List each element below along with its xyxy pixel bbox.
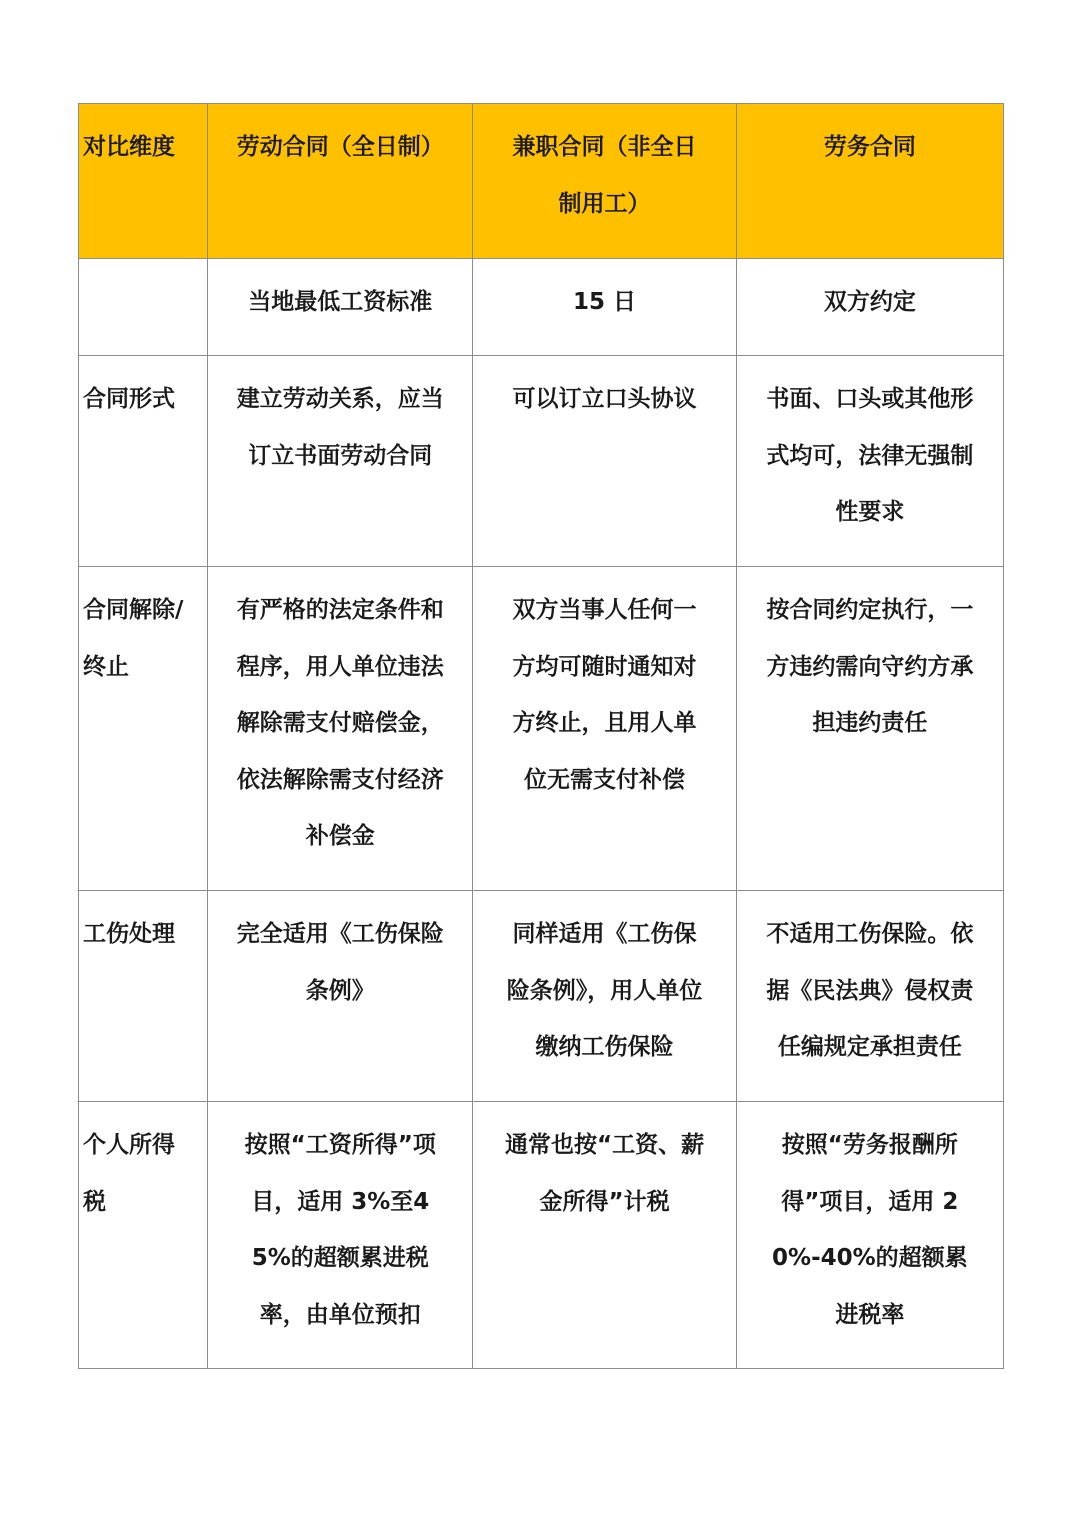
row-dimension [79, 259, 208, 356]
row-service: 双方约定 [736, 259, 1003, 356]
row-labor: 按照“工资所得”项目，适用 3%至45%的超额累进税率，由单位预扣 [208, 1102, 473, 1369]
row-labor: 有严格的法定条件和程序，用人单位违法解除需支付赔偿金，依法解除需支付经济补偿金 [208, 567, 473, 891]
row-service: 书面、口头或其他形式均可，法律无强制性要求 [736, 356, 1003, 567]
comparison-table [78, 103, 1004, 1369]
row-service: 不适用工伤保险。依据《民法典》侵权责任编规定承担责任 [736, 891, 1003, 1102]
header-labor-contract: 劳动合同（全日制） [208, 104, 473, 259]
row-labor: 完全适用《工伤保险条例》 [208, 891, 473, 1102]
table-row [79, 1102, 1004, 1369]
table-header [79, 104, 1004, 259]
row-dimension: 合同解除/终止 [79, 567, 208, 891]
row-labor: 当地最低工资标准 [208, 259, 473, 356]
row-parttime: 通常也按“工资、薪金所得”计税 [473, 1102, 736, 1369]
table-row [79, 356, 1004, 567]
header-parttime-contract: 兼职合同（非全日制用工） [473, 104, 736, 259]
row-parttime: 同样适用《工伤保险条例》，用人单位缴纳工伤保险 [473, 891, 736, 1102]
row-service: 按照“劳务报酬所得”项目，适用 20%-40%的超额累进税率 [736, 1102, 1003, 1369]
row-dimension: 工伤处理 [79, 891, 208, 1102]
row-dimension: 个人所得税 [79, 1102, 208, 1369]
row-service: 按合同约定执行，一方违约需向守约方承担违约责任 [736, 567, 1003, 891]
row-labor: 建立劳动关系，应当订立书面劳动合同 [208, 356, 473, 567]
header-service-contract: 劳务合同 [736, 104, 1003, 259]
table-row [79, 259, 1004, 356]
table-row [79, 567, 1004, 891]
row-parttime: 15 日 [473, 259, 736, 356]
header-row [79, 104, 1004, 259]
row-parttime: 可以订立口头协议 [473, 356, 736, 567]
row-dimension: 合同形式 [79, 356, 208, 567]
header-dimension: 对比维度 [79, 104, 208, 259]
row-parttime: 双方当事人任何一方均可随时通知对方终止，且用人单位无需支付补偿 [473, 567, 736, 891]
table-row [79, 891, 1004, 1102]
